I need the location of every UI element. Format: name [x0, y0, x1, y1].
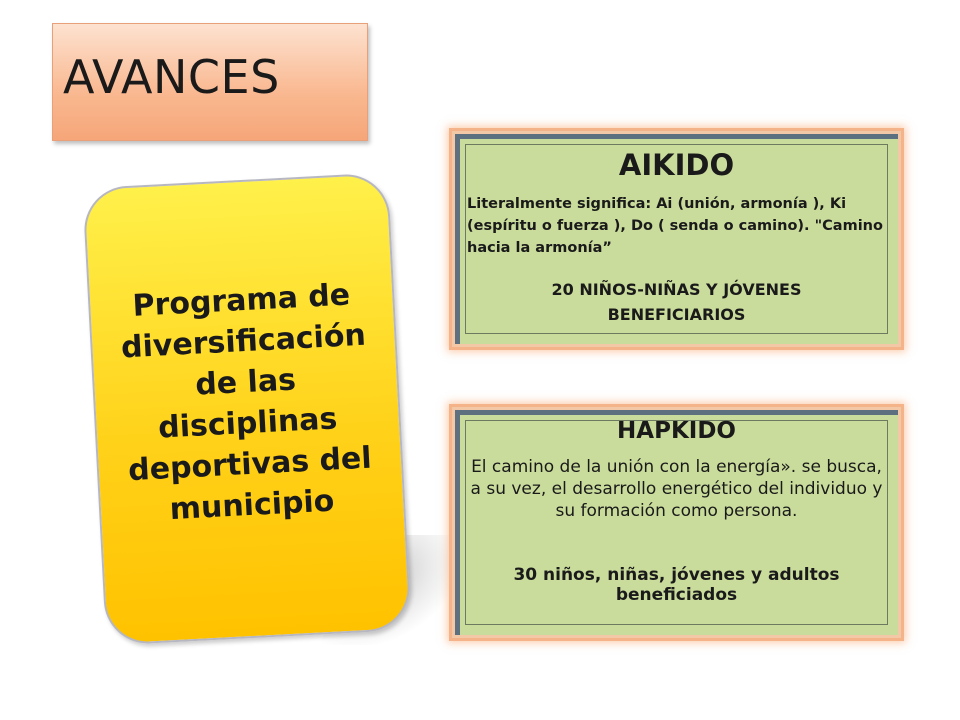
hapkido-card	[455, 410, 898, 635]
hapkido-description: El camino de la unión con la energía». se busca, a su vez, el desarrollo energético del individuo y su formación como persona.	[470, 457, 883, 522]
program-card	[82, 172, 412, 645]
hapkido-title: HAPKIDO	[617, 418, 736, 444]
aikido-beneficiaries: 20 NIÑOS-NIÑAS Y JÓVENES BENEFICIARIOS	[551, 280, 802, 324]
program-text: Programa de diversificación de las disciplinas deportivas del municipio	[120, 277, 373, 528]
page-title: AVANCES	[63, 50, 280, 104]
aikido-title: AIKIDO	[618, 148, 735, 182]
hapkido-beneficiaries: 30 niños, niñas, jóvenes y adultos beneficiados	[513, 565, 840, 605]
aikido-description: Literalmente significa: Ai (unión, armonía ), Ki (espíritu o fuerza ), Do ( senda o camino). "Camino hacia la armonía”	[467, 196, 883, 256]
title-box	[52, 23, 368, 141]
aikido-card	[455, 134, 898, 344]
